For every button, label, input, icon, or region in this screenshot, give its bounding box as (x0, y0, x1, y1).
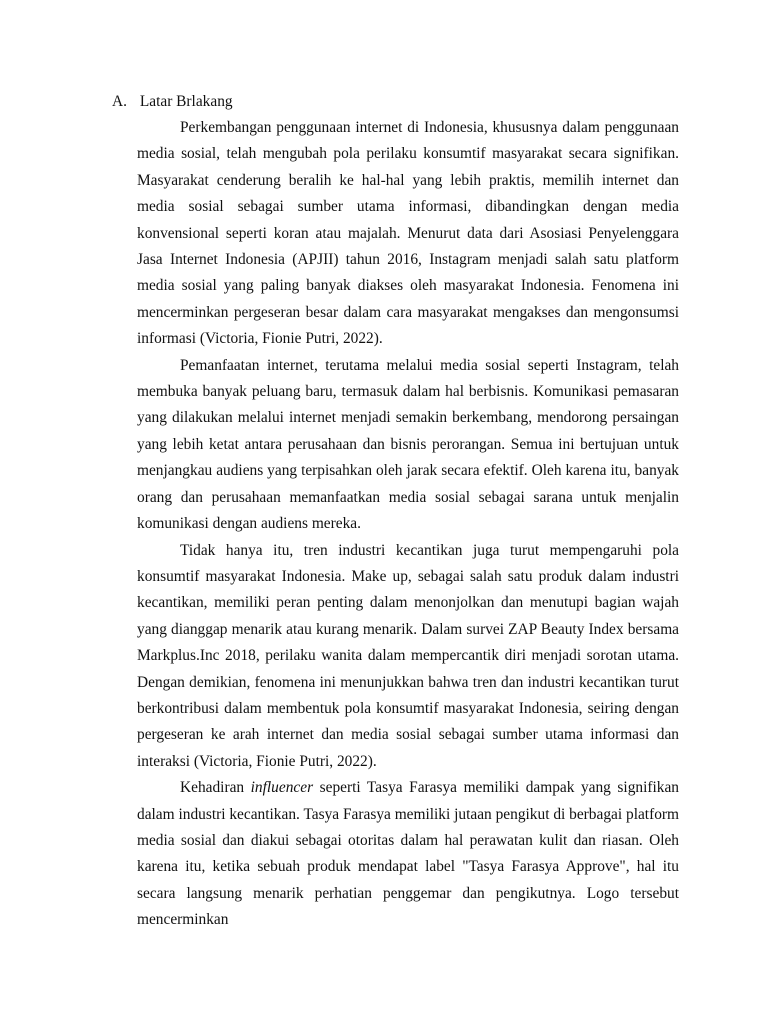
paragraph-3: Tidak hanya itu, tren industri kecantikan juga turut mempengaruhi pola konsumtif masyarakat Indonesia. Make up, sebagai salah satu produk dalam industri kecantikan, memiliki peran penting dalam menonjolkan dan menutupi bagian wajah yang dianggap menarik atau kurang menarik. Dalam survei ZAP Beauty Index bersama Markplus.Inc 2018, perilaku wanita dalam mempercantik diri menjadi sorotan utama. Dengan demikian, fenomena ini menunjukkan bahwa tren dan industri kecantikan turut berkontribusi dalam membentuk pola konsumtif masyarakat Indonesia, seiring dengan pergeseran ke arah internet dan media sosial sebagai sumber utama informasi dan interaksi (Victoria, Fionie Putri, 2022). (137, 541, 679, 770)
section-label: A. (112, 93, 127, 110)
paragraph-4-emphasis: influencer (250, 779, 314, 797)
section-title: Latar Brlakang (139, 93, 233, 110)
paragraph-4-lead: Kehadiran (180, 779, 251, 797)
paragraph-4 (137, 775, 679, 933)
paragraph-2: Pemanfaatan internet, terutama melalui media sosial seperti Instagram, telah membuka banyak peluang baru, termasuk dalam hal berbisnis. Komunikasi pemasaran yang dilakukan melalui internet menjadi semakin berkembang, mendorong persaingan yang lebih ketat antara perusahaan dan bisnis perorangan. Semua ini bertujuan untuk menjangkau audiens yang terpisahkan oleh jarak secara efektif. Oleh karena itu, banyak orang dan perusahaan memanfaatkan media sosial sebagai sarana untuk menjalin komunikasi dengan audiens mereka. (137, 356, 679, 533)
paragraph-1: Perkembangan penggunaan internet di Indonesia, khususnya dalam penggunaan media sosial, telah mengubah pola perilaku konsumtif masyarakat secara signifikan. Masyarakat cenderung beralih ke hal-hal yang lebih praktis, memilih internet dan media sosial sebagai sumber utama informasi, dibandingkan dengan media konvensional seperti koran atau majalah. Menurut data dari Asosiasi Penyelenggara Jasa Internet Indonesia (APJII) tahun 2016, Instagram menjadi salah satu platform media sosial yang paling banyak diakses oleh masyarakat Indonesia. Fenomena ini mencerminkan pergeseran besar dalam cara masyarakat mengakses dan mengonsumsi informasi (Victoria, Fionie Putri, 2022). (137, 119, 679, 348)
body-text (137, 115, 679, 934)
paragraph-4-rest: seperti Tasya Farasya memiliki dampak yang signifikan dalam industri kecantikan. Tasya Farasya memiliki jutaan pengikut di berbagai platform media sosial dan diakui sebagai otoritas dalam hal perawatan kulit dan riasan. Oleh karena itu, ketika sebuah produk mendapat label "Tasya Farasya Approve", hal itu secara langsung menarik perhatian penggemar dan pengikutnya. Logo tersebut mencerminkan (137, 779, 679, 929)
section-heading (112, 89, 672, 115)
